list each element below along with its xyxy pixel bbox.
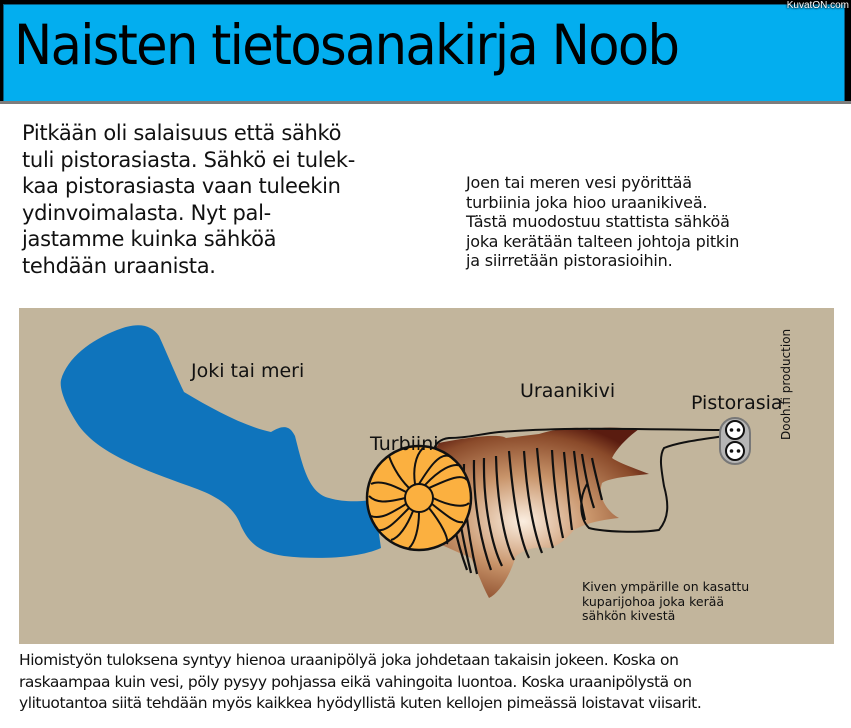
credit-label: Dooh.fi production <box>779 328 793 440</box>
river-label: Joki tai meri <box>191 360 305 382</box>
diagram-panel <box>19 308 834 644</box>
socket-icon <box>720 418 750 464</box>
uranium-stone-label: Uraanikivi <box>520 380 616 402</box>
socket-label: Pistorasia <box>691 392 783 414</box>
intro-line: jastamme kuinka sähköä <box>22 227 277 251</box>
explanation-line: turbiinia joka hioo uraanikiveä. <box>466 192 708 212</box>
explanation-paragraph <box>466 173 846 271</box>
intro-line: Pitkään oli salaisuus että sähkö <box>22 121 342 145</box>
watermark: KuvatON.com <box>786 0 849 11</box>
intro-line: tehdään uraanista. <box>22 253 216 278</box>
footer-line: Hiomistyön tuloksena syntyy hienoa uraanipölyä joka johdetaan takaisin jokeen. Koska on <box>19 651 679 669</box>
title-box <box>3 4 845 102</box>
intro-line: ydinvoimalasta. Nyt pal- <box>22 200 271 225</box>
intro-paragraph <box>22 120 442 279</box>
page-title: Naisten tietosanakirja Noob <box>14 13 679 77</box>
explanation-line: Joen tai meren vesi pyörittää <box>466 173 692 192</box>
footer-line: ylituotantoa siitä tehdään myös kaikkea hyödyllistä kuten kellojen pimeässä loistavat viisarit. <box>19 694 702 712</box>
turbine <box>367 446 471 550</box>
footer-line: raskaampaa kuin vesi, pöly pysyy pohjassa eikä vahingoita luontoa. Koska uraanipölystä on <box>19 672 692 691</box>
title-bar <box>0 0 851 104</box>
explanation-line: Tästä muodostuu stattista sähköä <box>466 212 730 231</box>
explanation-line: ja siirretään pistorasioihin. <box>466 251 673 270</box>
intro-line: kaa pistorasiasta vaan tuleekin <box>22 174 341 198</box>
note-line: Kiven ympärille on kasattu <box>582 579 750 594</box>
turbine-label: Turbiini <box>370 433 439 455</box>
copper-note <box>582 580 749 624</box>
title-bar-shadow <box>0 101 851 104</box>
intro-line: tuli pistorasiasta. Sähkö ei tulek- <box>22 147 356 172</box>
explanation-line: joka kerätään talteen johtoja pitkin <box>466 231 740 251</box>
note-line: sähkön kivestä <box>582 608 676 623</box>
footer-paragraph <box>19 650 839 715</box>
note-line: kuparijohoa joka kerää <box>582 593 725 609</box>
